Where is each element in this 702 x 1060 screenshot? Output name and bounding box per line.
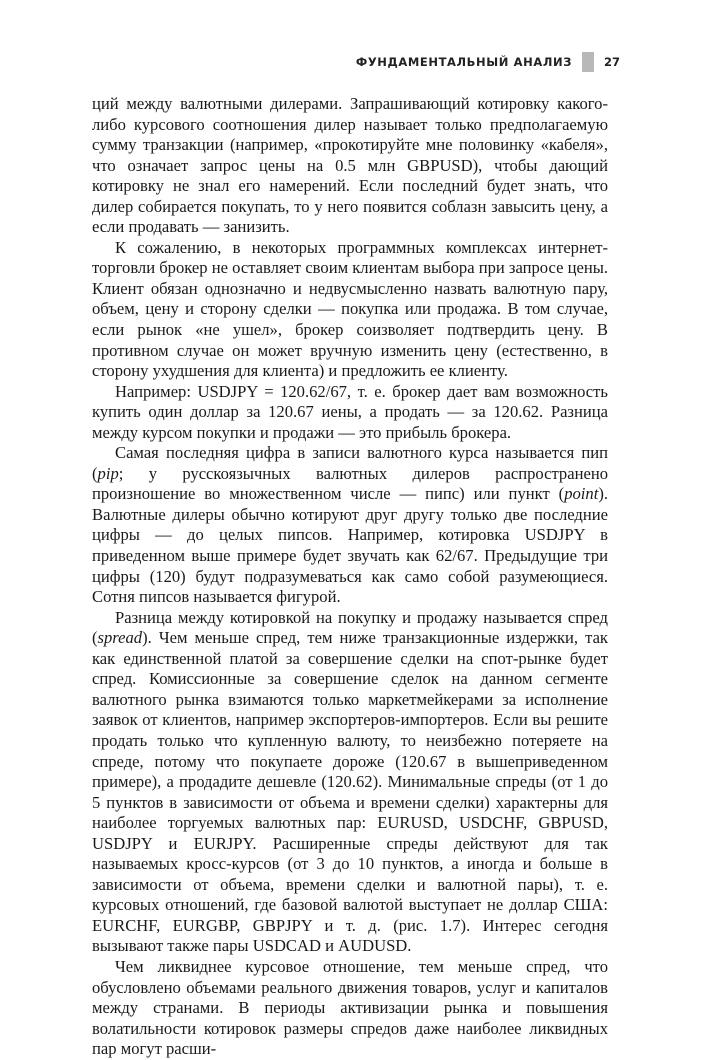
page-number: 27 [603,55,620,69]
running-header [356,52,620,72]
paragraph-4-text-c: ). Валютные дилеры обычно котируют друг другу только две последние цифры — до целых пипсов. Например, котировка USDJPY в приведенном выше примере будет звучать как 62/67. Предыдущие три цифры (120) будут подразумеваться как само собой разумеющиеся. Сотня пипсов называется фигурой. [92,484,608,607]
paragraph-4 [92,443,608,607]
paragraph-3: Например: USDJPY = 120.62/67, т. е. брокер дает вам возможность купить один доллар за 120.67 иены, а продать — за 120.62. Разница между курсом покупки и продажи — это прибыль брокера. [92,381,608,442]
paragraph-4-text-a: Самая последняя цифра в записи валютного курса называется пип ( [92,443,608,483]
body-text [92,94,608,1060]
term-spread: spread [97,628,143,648]
section-title: ФУНДАМЕНТАЛЬНЫЙ АНАЛИЗ [355,55,572,69]
paragraph-1: ций между валютными дилерами. Запрашивающий котировку какого-либо курсового соотношения дилер называет только предполагаемую сумму транзакции (например, «прокотируйте мне половинку «кабеля», что означает запрос цены на 0.5 млн GBPUSD), чтобы дающий котировку не знал его намерений. Если последний будет знать, что дилер собирается покупать, то у него появится соблазн завысить цену, а если продавать — занизить. [92,94,608,237]
header-divider-bar [582,52,594,72]
term-point: point [564,484,599,504]
paragraph-4-text-b: ; у русскоязычных валютных дилеров распространено произношение во множественном числе — пипс) или пункт ( [92,463,608,504]
paragraph-5 [92,608,608,957]
paragraph-6: Чем ликвиднее курсовое отношение, тем меньше спред, что обусловлено объемами реального движения товаров, услуг и капиталов между странами. В периоды активизации рынка и повышения волатильности котировок размеры спредов даже наиболее ликвидных пар могут расши- [92,956,608,1059]
paragraph-2: К сожалению, в некоторых программных комплексах интернет-торговли брокер не оставляет своим клиентам выбора при запросе цены. Клиент обязан однозначно и недвусмысленно назвать валютную пару, объем, цену и сторону сделки — покупка или продажа. В том случае, если рынок «не ушел», брокер соизволяет подтвердить цену. В противном случае он может вручную изменить цену (естественно, в сторону ухудшения для клиента) и предложить ее клиенту. [92,237,609,381]
paragraph-5-text-b: ). Чем меньше спред, тем ниже транзакционные издержки, так как единственной платой за совершение сделки на спот-рынке будет спред. Комиссионные за совершение сделок на данном сегменте валютного рынка взимаются только маркетмейкерами за исполнение заявок от клиентов, например экспортеров-импортеров. Если вы решите продать только что купленную валюту, то неизбежно потеряете на спреде, потому что покупаете дороже (120.67 в вышеприведенном примере), а продадите дешевле (120.62). Минимальные спреды (от 1 до 5 пунктов в зависимости от объема и времени сделки) характерны для наиболее торгуемых валютных пар: EURUSD, USDCHF, GBPUSD, USDJPY и EURJPY. Расширенные спреды действуют для так называемых кросс-курсов (от 3 до 10 пунктов, а иногда и больше в зависимости от объема, времени сделки и валютной пары), т. е. курсовых отношений, где базовой валютой выступает не доллар США: EURCHF, EURGBP, GBPJPY и т. д. (рис. 1.7). Интерес сегодня вызывают также пары USDCAD и AUDUSD. [92,628,608,956]
paragraph-5-text-a: Разница между котировкой на покупку и продажу называется спред ( [92,607,608,648]
term-pip: pip [97,463,119,483]
